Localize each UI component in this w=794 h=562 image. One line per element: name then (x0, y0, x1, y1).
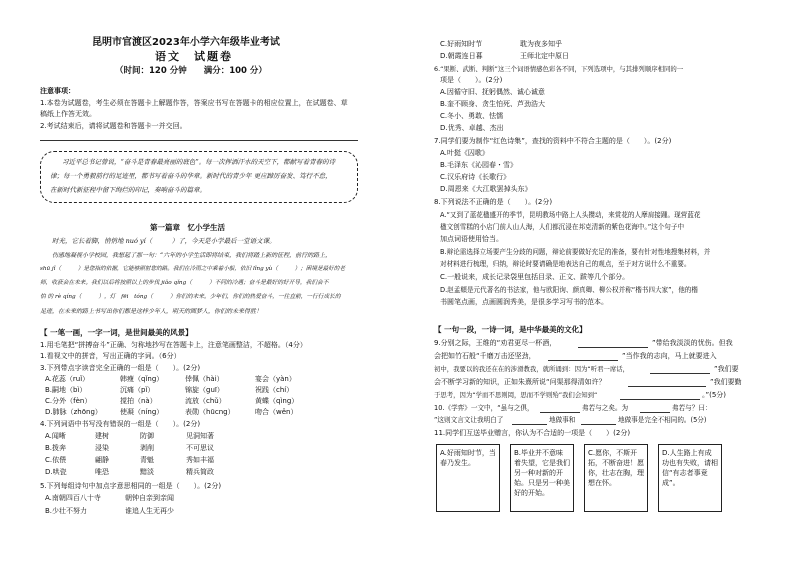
q8-option-c: C.一般说来，成长记录袋里包括目录、正文、跋等几个部分。 (440, 273, 630, 281)
q7-option-b: B.毛泽东《沁园春・雪》 (440, 161, 518, 169)
q4-option-c-2: 翩静 (95, 456, 109, 464)
notice-heading: 注意事项： (40, 87, 75, 95)
q3-option-d-2: 使凝（níng） (120, 408, 164, 416)
q8-option-a-line-1: A.“又到了蓝花楹盛开的季节，昆明教场中路上人头攒动，来赏花的人摩肩接踵。现营蓝花 (440, 211, 701, 219)
question-11: 11.同学们互送毕业赠言，你认为不合适的一项是（ ）(2分) (434, 429, 631, 437)
question-4: 4.下列词语中书写没有错误的一组是（ ）。(2分) (40, 420, 201, 428)
q3-option-a-4: 宴会（yàn） (255, 375, 296, 383)
question-10-line-2-mid: 地做事和 (549, 416, 576, 424)
question-7: 7.同学们要为制作“红色诗集”，查找的资料中不符合主题的是（ ）。(2分) (434, 137, 672, 145)
question-9-line-5-end: 。”(5分) (702, 391, 727, 399)
q4-option-c-1: C.依偎 (45, 456, 67, 464)
q8-option-a-line-2: 楹文创雪糕的小店门前人山人海，人们都沉浸在邦克清新的紫色花海中。”这个句子中 (440, 223, 685, 231)
question-2: 1.看视文中的拼音，写出正确的字词。（6分） (40, 352, 181, 360)
q3-option-d-4: 吻合（wěn） (255, 408, 298, 416)
q4-option-d-1: D.哄瓷 (45, 468, 67, 476)
question-9-line-5: 于思考，因为“学而不思则罔，思而不学则殆”我们会知到“ (434, 391, 598, 399)
blank-line (548, 360, 618, 361)
blank-line (620, 399, 700, 400)
question-9-line-4-end: ”我们要勤 (710, 378, 742, 386)
q5-option-b-1: B.少壮不努力 (45, 507, 88, 515)
q3-option-c-4: 黄蝶（qìng） (255, 397, 299, 405)
right-column (400, 0, 794, 562)
question-10-line-2: ”这则文言文让我明白了 (434, 416, 504, 424)
question-9-line-2: 会把如竹石般“千磨万击还坚劲， (434, 352, 536, 360)
q7-option-a: A.叶挺《囚歌》 (440, 149, 489, 157)
chapter-title: 第一篇章 忆小学生活 (150, 223, 225, 232)
section-2-heading: 【 一句一段，一诗一词，是中华最美的文化】 (434, 325, 587, 334)
q3-option-a-3: 倖佩（hài） (185, 375, 224, 383)
q4-option-b-3: 剥削 (140, 444, 154, 452)
divider (40, 140, 358, 141)
blank-line (640, 412, 670, 413)
q8-option-d-line-1: D.赵孟頫是元代著名的书法家，他与欧阳询、颜真卿、柳公权并称“楷书四大家”，他的楷 (440, 286, 698, 294)
q4-option-b-1: B.拨奔 (45, 444, 67, 452)
answer-card-b: B.毕业并不意味着失望，它是我们另一种对新的开始。只是另一种美好的开始。 (510, 444, 574, 512)
exam-meta: （时间：120 分钟 满分：100 分） (115, 66, 267, 76)
q3-option-c-3: 流放（chǔ） (185, 397, 226, 405)
exam-subject: 语文 试题卷 (155, 50, 233, 63)
q4-option-c-4: 秀如丰福 (186, 456, 214, 464)
chapter-paragraph-2: 伤感地凝视小学校园，我想起了那一句：“六年的小学生活即将结束，我们将踏上新的征程，前行的路上， (52, 252, 332, 259)
chapter-paragraph-3: shū jǐ（ ）是您指的依据，它能够照射您的路。我们在冷雨之中乘着小船，依旧 lǐng yù（ ）；困境是最好的老 (40, 266, 345, 272)
q4-option-d-4: 精兵简政 (186, 468, 214, 476)
q4-option-a-3: 防御 (140, 432, 154, 440)
q6-option-a: A.因循守旧、抚躬偶然、诚心诚意 (440, 88, 545, 96)
question-1: 1.用毛笔把“拼搏奋斗”正确、匀称地抄写在答题卡上，注意笔画整洁，不超格。（4分） (40, 341, 307, 349)
q4-option-a-1: A.闻晰 (45, 432, 66, 440)
section-1-heading: 【 一笔一画，一字一词，是世间最美的风景】 (40, 328, 193, 337)
q5-option-d-2: 王师北定中原日 (520, 52, 569, 60)
q5-option-d-1: D.朝霞连日暮 (440, 52, 483, 60)
q8-option-d-line-2: 书圆笔点画，点画圆润秀美，是很多学习写书的范本。 (440, 298, 608, 306)
question-10-line-2-end: 地做事是完全不相同的。(5分) (618, 416, 707, 424)
question-8: 8.下列说法不正确的是（ ）。(2分) (434, 198, 553, 206)
exam-title: 昆明市官渡区2023年小学六年级毕业考试 (92, 37, 280, 48)
q3-option-d-3: 表勋（hūcng） (185, 408, 235, 416)
q8-option-a-line-3: 加点词语使用恰当。 (440, 235, 503, 243)
answer-card-a: A.好雨知时节，当春乃发生。 (436, 444, 500, 512)
question-3: 3.下列带点字读音完全正确的一组是（ ）。(2分) (40, 364, 201, 372)
q8-option-b-line-2: 对材料进行梳理，归纳，辩论时要请确是地表达自己的观点，至于对方说什么不重要。 (440, 260, 691, 268)
notice-line-1: 1.本卷为试题卷，考生必须在答题卡上解题作答，答案应书写在答题卡的相应位置上，在试题卷、草 (40, 99, 348, 107)
quote-line-3: 在新时代新征程中留下绚烂的印记，奏响奋斗的篇章。 (50, 186, 206, 194)
q7-option-d: D.周恩来《大江歌罢掉头东》 (440, 185, 532, 193)
q5-option-c-1: C.好雨知时节 (440, 40, 483, 48)
question-5: 5.下列每组诗句中加点字意思相同的一组是（ ）。(2分) (40, 482, 222, 490)
q7-option-c: C.汉乐府诗《长歌行》 (440, 173, 511, 181)
q4-option-d-3: 黯淡 (140, 468, 154, 476)
answer-card-c: C.愿你，不斯开拓，不断奋进！愿你，壮志在胸，理想在怀。 (584, 444, 648, 512)
question-9-line-3-end: ”我们要 (714, 365, 739, 373)
q4-option-a-2: 建树 (95, 432, 109, 440)
question-9: 9.分别之际，王维的“劝君更尽一杯酒， (434, 339, 557, 347)
q3-option-c-2: 搅拍（nà） (120, 397, 157, 405)
q3-option-a-1: A.花蕊（ruǐ） (45, 375, 90, 383)
q5-option-a-1: A.南朝四百八十寺 (45, 494, 101, 502)
chapter-paragraph-1: 时光，它长着脚，悄悄地 nuó yí（ ）了，今天是小学最后一堂语文课。 (52, 237, 276, 245)
q3-option-d-1: D.肺脉（zhōng） (45, 408, 102, 416)
blank-line (581, 424, 616, 425)
question-10-end: 弗若与？曰： (672, 404, 712, 412)
chapter-paragraph-6: 足迹，在未来的路上书写出你们都是这样少年人，明天的圆梦人，你们的未来得胜！ (40, 308, 263, 315)
notice-line-2: 稿纸上作答无效。 (40, 110, 96, 118)
q6-option-b: B.奎不顾身、贪生怕死、芦劲浩大 (440, 100, 546, 108)
blank-line (628, 386, 706, 387)
question-9-line-2-end: ”当作我的志向，马上就要进入 (622, 352, 717, 360)
question-9-line-4: 会不断学习新的知识，正如朱熹所说“问渠那得清如许？ (434, 378, 606, 386)
quote-line-2: 律；每一个勇毅前行的足迹里，都书写着奋斗的华章。新时代的青少年 更应踔厉奋发、笃行不怠， (50, 172, 332, 180)
chapter-paragraph-4: 师，收获会在未来。我们以后将按照以上的步伐 jiǎo qǐng（ ）不同的冷遇；奋斗是最好的好开导，我们会不 (40, 280, 329, 286)
question-6: 6.“果断、武断、判断”这三个词语情感色彩各不同，下列选项中，与其排列顺序相同的一 (434, 65, 684, 73)
question-9-line-3: 初中，我要以的我还在在的涉滑教我，就所诵到：因为“听君一席话， (434, 365, 630, 373)
q8-option-b-line-1: B.辩论需选择立场要产生分歧的问题，辩论前要做好充足的准备，要有针对性地搜集材料，并 (440, 248, 711, 256)
question-6-cont: 项是（ ）。(2分) (440, 76, 503, 84)
q6-option-c: C.冬小、勇敢、怯懦 (440, 112, 504, 120)
question-9-end: ”带给我淡淡的忧伤。但我 (652, 339, 733, 347)
q3-option-b-2: 沉痛（pǐ） (120, 386, 155, 394)
q4-option-a-4: 见洞知著 (186, 432, 214, 440)
q4-option-b-4: 不可思议 (186, 444, 214, 452)
q4-option-c-3: 青魁 (140, 456, 154, 464)
q3-option-b-3: 锦旋（guī） (185, 386, 224, 394)
question-10: 10.《学弈》一文中，“虽与之俱， (434, 404, 534, 412)
q4-option-d-2: 唯恐 (95, 468, 109, 476)
q4-option-b-2: 浸染 (95, 444, 109, 452)
notice-line-3: 2.考试结束后，请将试题卷和答题卡一并交回。 (40, 122, 187, 130)
q3-option-c-1: C.分外（fèn） (45, 397, 92, 405)
q5-option-b-2: 谁追人生无再少 (125, 507, 174, 515)
q5-option-c-2: 耽为夜多知乎 (520, 40, 562, 48)
q5-option-a-2: 朝钟自亲到亲闻 (125, 494, 174, 502)
quote-line-1: 习近平总书记曾说，“奋斗是青春最亮丽的底色”。每一次挥洒汗水的天空下，都献写着青春的诗 (62, 158, 336, 166)
answer-card-d: D.人生路上有成功也有失败，请相信“有志者事竟成”。 (658, 444, 722, 512)
q3-option-b-4: 祝践（chí） (255, 386, 294, 394)
chapter-paragraph-5: 怕 的 rè qíng（ ），灯 fēi tóng（ ）你们的未来。少年们，你们的热爱奋斗，一往直前，一行行成长的 (40, 294, 341, 300)
question-10-mid: 弗若与之矣。为 (582, 404, 629, 412)
blank-line (650, 373, 710, 374)
q3-option-b-1: B.嗣地（bì） (45, 386, 87, 394)
blank-line (540, 412, 580, 413)
blank-line (512, 424, 547, 425)
q6-option-d: D.优秀、卓越、杰出 (440, 124, 504, 132)
q3-option-a-2: 韩瘦（qǐng） (120, 375, 164, 383)
blank-line (578, 347, 648, 348)
